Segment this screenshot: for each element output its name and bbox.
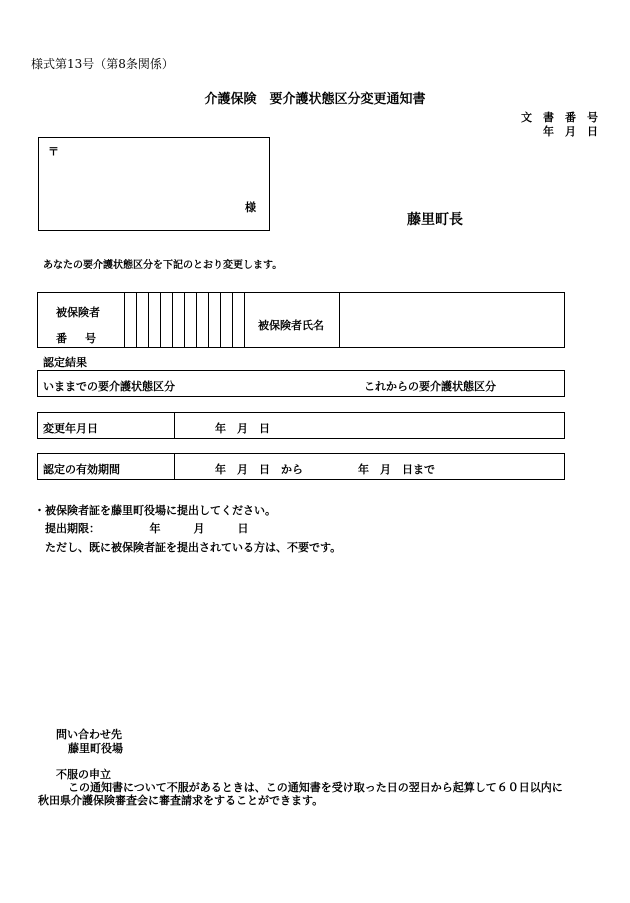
digit-cell: [124, 293, 136, 347]
digit-cell: [160, 293, 172, 347]
contact-office: 藤里町役場: [68, 742, 123, 755]
change-date-label: 変更年月日: [43, 422, 98, 435]
digit-cell: [232, 293, 245, 347]
appeal-line-2: 秋田県介護保険審査会に審査請求をすることができます。: [38, 794, 324, 807]
insured-number-cells: [124, 293, 245, 347]
name-divider: [339, 293, 340, 347]
digit-cell: [196, 293, 208, 347]
care-level-before-label: いままでの要介護状態区分: [43, 380, 175, 393]
digit-cell: [184, 293, 196, 347]
contact-heading: 問い合わせ先: [56, 728, 122, 741]
document-number-block: [521, 111, 598, 139]
instruction-exception: ただし、既に被保険者証を提出されている方は、不要です。: [45, 541, 342, 554]
issuer-name: 藤里町長: [407, 212, 463, 228]
insured-info-table: [37, 292, 565, 348]
postal-mark: 〒: [48, 145, 59, 158]
result-section-heading: 認定結果: [43, 356, 87, 369]
digit-cell: [208, 293, 220, 347]
appeal-block: [38, 768, 563, 807]
validity-period-row: [37, 453, 565, 480]
change-date-row: [37, 412, 565, 439]
form-number: 様式第13号（第8条関係）: [31, 57, 174, 71]
validity-period-value: 年 月 日 から 年 月 日まで: [215, 463, 435, 476]
document-title: 介護保険 要介護状態区分変更通知書: [204, 92, 426, 107]
change-date-value: 年 月 日: [215, 422, 270, 435]
address-box: [38, 137, 270, 231]
notice-text: あなたの要介護状態区分を下記のとおり変更します。: [43, 260, 283, 271]
instruction-submit: ・被保険者証を藤里町役場に提出してください。: [34, 504, 276, 517]
appeal-heading: 不服の申立: [56, 768, 111, 781]
digit-cell: [148, 293, 160, 347]
insured-number-label-2: 番号: [56, 332, 114, 345]
digit-cell: [172, 293, 184, 347]
honorific: 様: [245, 201, 256, 214]
document-number-label: 文 書 番 号: [521, 111, 598, 124]
validity-period-label: 認定の有効期間: [43, 463, 120, 476]
document-date-label: 年 月 日: [543, 125, 598, 138]
instruction-deadline: 提出期限： 年 月 日: [45, 522, 249, 535]
insured-name-label: 被保険者氏名: [258, 319, 324, 332]
appeal-line-1: この通知書について不服があるときは、この通知書を受け取った日の翌日から起算して６０日以内に: [68, 781, 563, 794]
row-divider: [174, 454, 175, 479]
row-divider: [174, 413, 175, 438]
care-level-after-label: これからの要介護状態区分: [364, 380, 496, 393]
care-level-row: [37, 370, 565, 397]
contact-block: [56, 728, 123, 756]
digit-cell: [136, 293, 148, 347]
insured-number-label-1: 被保険者: [56, 306, 100, 319]
digit-cell: [220, 293, 232, 347]
